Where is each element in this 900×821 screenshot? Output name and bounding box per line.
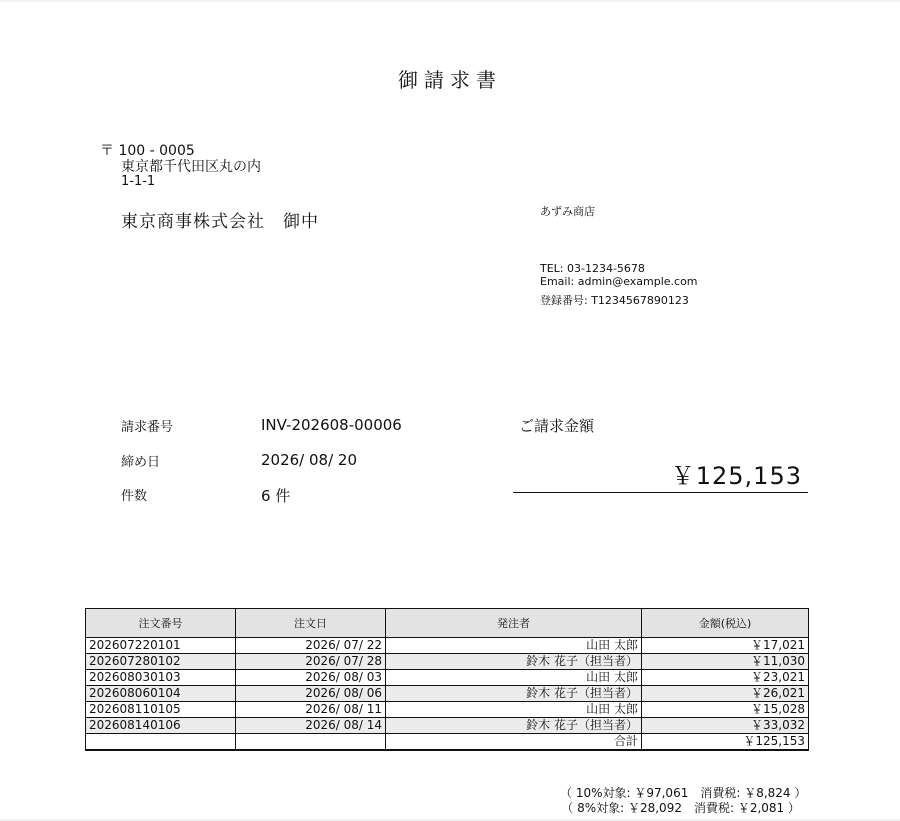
table-row: [86, 686, 809, 702]
order-number-cell: 202607220101: [86, 638, 236, 654]
issuer-tel: TEL: 03-1234-5678: [540, 262, 645, 275]
amount-cell: ￥11,030: [642, 654, 809, 670]
order-date-cell: 2026/ 08/ 06: [236, 686, 386, 702]
billing-amount-value: ￥125,153: [670, 462, 802, 490]
empty-cell: [236, 734, 386, 751]
orderer-cell: 山田 太郎: [386, 670, 642, 686]
table-total-row: [86, 734, 809, 751]
empty-cell: [86, 734, 236, 751]
closing-date-label: 締め日: [121, 455, 161, 470]
issuer-email: Email: admin@example.com: [540, 275, 698, 288]
order-date-cell: 2026/ 07/ 22: [236, 638, 386, 654]
order-date-cell: 2026/ 08/ 03: [236, 670, 386, 686]
invoice-number-label: 請求番号: [121, 420, 174, 435]
amount-cell: ￥23,021: [642, 670, 809, 686]
order-number-cell: 202607280102: [86, 654, 236, 670]
tax-breakdown-8-percent: （ 8%対象: ￥28,092 消費税: ￥2,081 ）: [561, 801, 800, 815]
table-row: [86, 702, 809, 718]
amount-cell: ￥15,028: [642, 702, 809, 718]
table-row: [86, 654, 809, 670]
order-date-cell: 2026/ 08/ 11: [236, 702, 386, 718]
recipient-name: 東京商事株式会社 御中: [121, 212, 319, 232]
order-date-cell: 2026/ 08/ 14: [236, 718, 386, 734]
column-header-orderer: 発注者: [386, 609, 642, 638]
recipient-address-line2: 1-1-1: [121, 174, 156, 189]
recipient-postal-code: 〒 100 - 0005: [100, 143, 195, 159]
item-count-label: 件数: [121, 489, 148, 504]
table-row: [86, 718, 809, 734]
column-header-amount: 金額(税込): [642, 609, 809, 638]
tax-breakdown-10-percent: （ 10%対象: ￥97,061 消費税: ￥8,824 ）: [560, 786, 807, 800]
column-header-order-number: 注文番号: [86, 609, 236, 638]
amount-cell: ￥26,021: [642, 686, 809, 702]
invoice-number-value: INV-202608-00006: [261, 416, 402, 434]
total-amount-cell: ￥125,153: [642, 734, 809, 751]
issuer-name: あずみ商店: [540, 205, 595, 218]
table-header-row: [86, 609, 809, 638]
column-header-order-date: 注文日: [236, 609, 386, 638]
total-label-cell: 合計: [386, 734, 642, 751]
billing-amount-label: ご請求金額: [519, 417, 595, 435]
order-number-cell: 202608140106: [86, 718, 236, 734]
issuer-registration-number: 登録番号: T1234567890123: [540, 294, 689, 307]
order-number-cell: 202608060104: [86, 686, 236, 702]
order-table: [85, 608, 809, 751]
order-date-cell: 2026/ 07/ 28: [236, 654, 386, 670]
orderer-cell: 山田 太郎: [386, 702, 642, 718]
orderer-cell: 鈴木 花子（担当者）: [386, 686, 642, 702]
item-count-value: 6 件: [261, 487, 291, 505]
closing-date-value: 2026/ 08/ 20: [261, 451, 357, 469]
order-number-cell: 202608110105: [86, 702, 236, 718]
billing-amount-underline: [513, 492, 808, 493]
table-row: [86, 670, 809, 686]
table-row: [86, 638, 809, 654]
amount-cell: ￥17,021: [642, 638, 809, 654]
order-number-cell: 202608030103: [86, 670, 236, 686]
orderer-cell: 鈴木 花子（担当者）: [386, 654, 642, 670]
orderer-cell: 山田 太郎: [386, 638, 642, 654]
amount-cell: ￥33,032: [642, 718, 809, 734]
orderer-cell: 鈴木 花子（担当者）: [386, 718, 642, 734]
invoice-page: [0, 2, 900, 819]
document-title: 御請求書: [398, 68, 502, 92]
recipient-address-line1: 東京都千代田区丸の内: [121, 159, 261, 175]
